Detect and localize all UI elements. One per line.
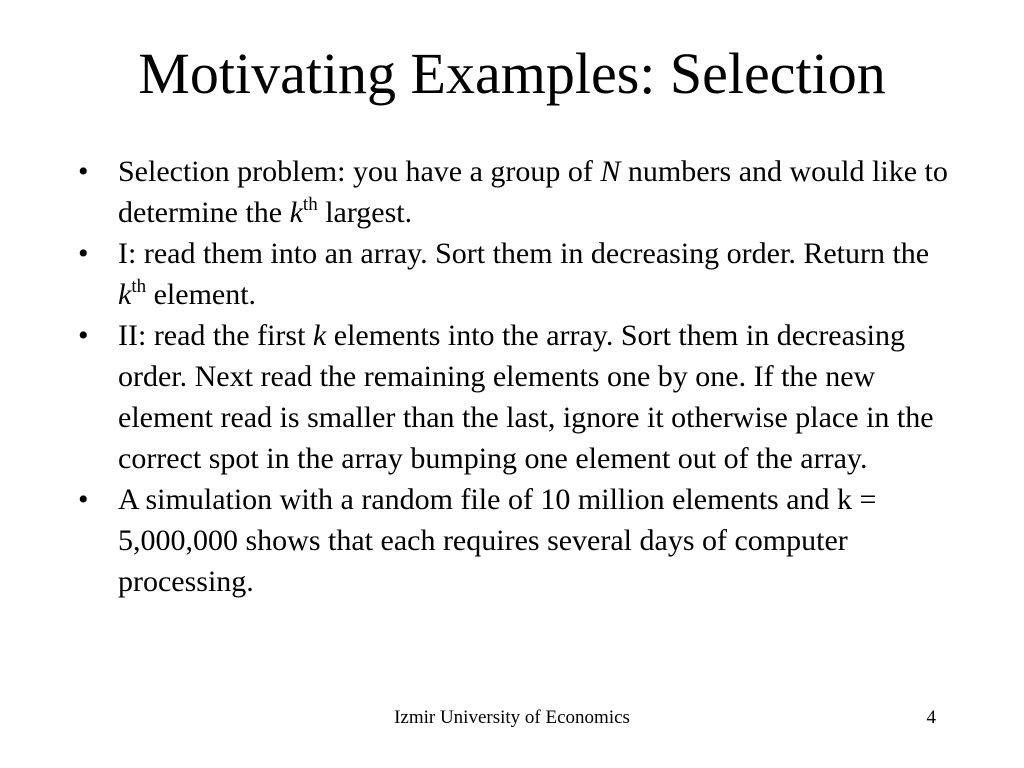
superscript-th: th (302, 194, 318, 215)
bullet-text: A simulation with a random file of 10 million elements and k = 5,000,000 shows that each requires several days of computer processing. (118, 483, 877, 598)
superscript-th: th (131, 276, 147, 297)
bullet-item-method-two (78, 315, 958, 479)
bullet-dot-icon: • (78, 237, 89, 270)
bullet-list (78, 151, 958, 602)
slide-title: Motivating Examples: Selection (138, 41, 886, 106)
bullet-item-simulation (78, 479, 958, 602)
variable-k: k (118, 278, 132, 311)
bullet-dot-icon: • (78, 319, 89, 352)
variable-n: N (600, 155, 621, 188)
bullet-text: I: read them into an array. Sort them in decreasing order. Return the (118, 237, 930, 270)
bullet-dot-icon: • (78, 155, 89, 188)
bullet-item-method-one (78, 233, 958, 315)
bullet-text: element. (146, 278, 257, 311)
slide-footer: Izmir University of Economics (394, 707, 630, 728)
variable-k: k (312, 319, 327, 352)
bullet-dot-icon: • (78, 483, 89, 516)
variable-k: k (289, 196, 303, 229)
bullet-text: elements into the array. Sort them in decreasing order. Next read the remaining elements one by one. If the new element read is smaller than the last, ignore it otherwise place in the correct spot in the array bumping one element out of the array. (118, 319, 934, 475)
page-number: 4 (926, 707, 936, 728)
bullet-text: largest. (317, 196, 413, 229)
bullet-text: II: read the first (118, 319, 313, 352)
bullet-text: Selection problem: you have a group of (118, 155, 601, 188)
bullet-text: numbers and would like to determine the (118, 155, 948, 229)
bullet-item-selection-problem (78, 151, 958, 233)
